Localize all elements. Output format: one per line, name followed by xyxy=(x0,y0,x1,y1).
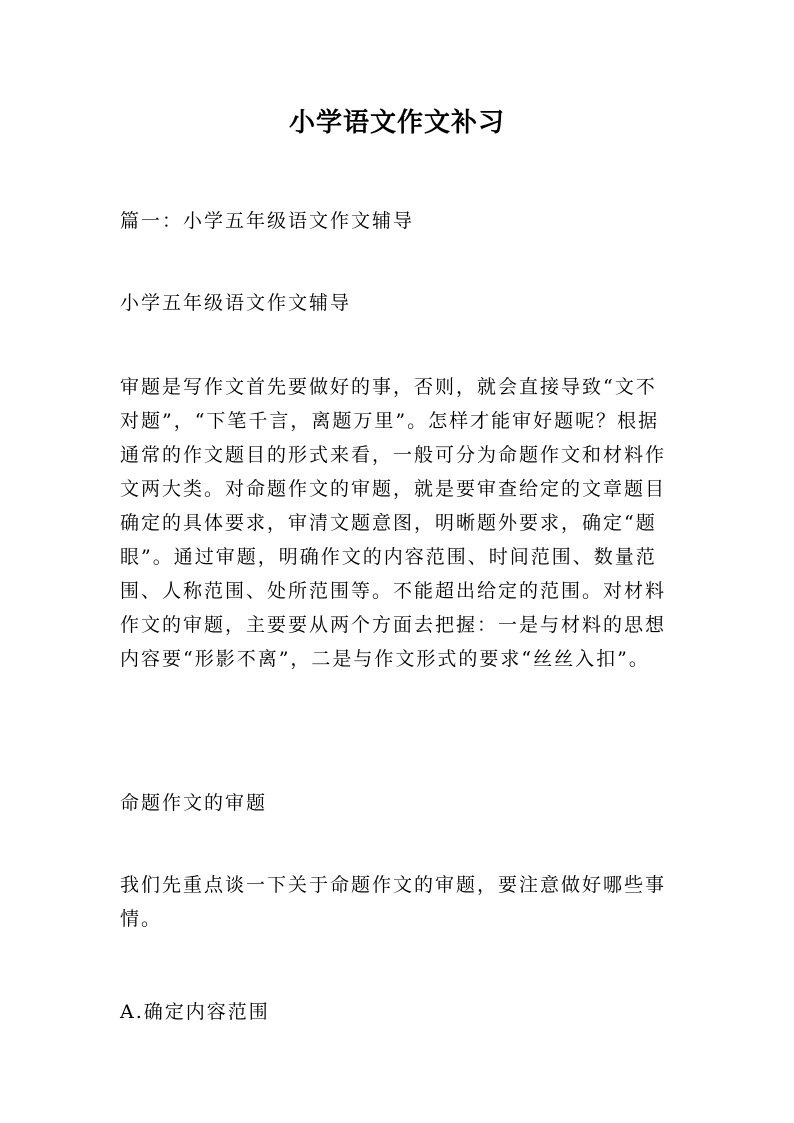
focus-paragraph xyxy=(120,868,690,936)
intro-line-8: 作文的审题，主要要从两个方面去把握：一是与材料的思想 xyxy=(120,614,667,636)
intro-line-7: 围、人称范围、处所范围等。不能超出给定的范围。对材料 xyxy=(120,580,667,602)
intro-line-1: 审题是写作文首先要做好的事，否则，就会直接导致“文不 xyxy=(120,376,657,398)
subsection-heading: 命题作文的审题 xyxy=(120,792,268,814)
intro-line-9: 内容要“形影不离”，二是与作文形式的要求“丝丝入扣”。 xyxy=(120,648,650,670)
point-a-heading: A.确定内容范围 xyxy=(120,1001,270,1023)
subheading: 小学五年级语文作文辅导 xyxy=(120,292,352,314)
intro-line-2: 对题”，“下笔千言，离题万里”。怎样才能审好题呢？根据 xyxy=(120,410,660,432)
section-heading: 篇一：小学五年级语文作文辅导 xyxy=(120,210,415,232)
document-title: 小学语文作文补习 xyxy=(288,108,505,138)
focus-line-2: 情。 xyxy=(120,908,163,930)
intro-line-5: 确定的具体要求，审清文题意图，明晰题外要求，确定“题 xyxy=(120,512,657,534)
intro-paragraph xyxy=(120,370,690,676)
focus-line-1: 我们先重点谈一下关于命题作文的审题，要注意做好哪些事 xyxy=(120,874,667,896)
intro-line-4: 文两大类。对命题作文的审题，就是要审查给定的文章题目 xyxy=(120,478,667,500)
intro-line-3: 通常的作文题目的形式来看，一般可分为命题作文和材料作 xyxy=(120,444,667,466)
intro-line-6: 眼”。通过审题，明确作文的内容范围、时间范围、数量范 xyxy=(120,546,657,568)
